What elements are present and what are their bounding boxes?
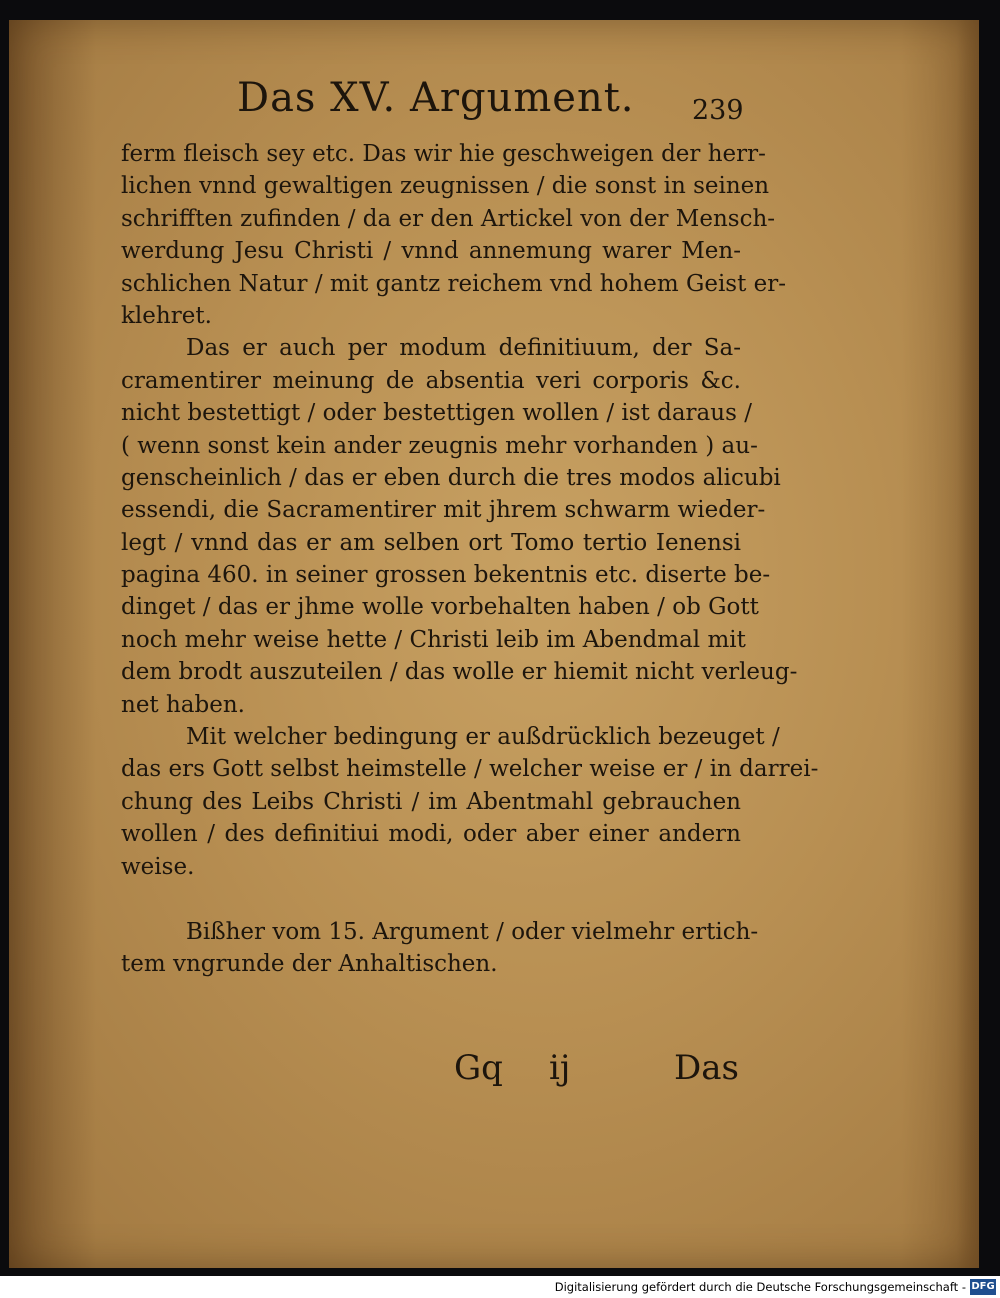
text-line: nicht bestettigt / oder bestettigen wollen / ist daraus / <box>121 400 752 427</box>
paragraph-gap <box>121 883 741 916</box>
book-page <box>9 20 979 1268</box>
text-line: legt / vnnd das er am selben ort Tomo tertio Ienensi <box>121 529 741 556</box>
paragraph-start-line: Das er auch per modum definitiuum, der Sa- <box>186 335 741 362</box>
text-line: wollen / des definitiui modi, oder aber einer andern <box>121 821 741 848</box>
closing-paragraph-line: Bißher vom 15. Argument / oder vielmehr ertich- <box>186 918 759 945</box>
text-line: cramentirer meinung de absentia veri corporis &c. <box>121 367 741 394</box>
text-line: werdung Jesu Christi / vnnd annemung warer Men- <box>121 238 741 265</box>
text-line: net haben. <box>121 691 245 718</box>
text-line: lichen vnnd gewaltigen zeugnissen / die sonst in seinen <box>121 173 770 200</box>
text-line: tem vngrunde der Anhaltischen. <box>121 951 498 978</box>
text-line: klehret. <box>121 302 212 329</box>
text-line: noch mehr weise hette / Christi leib im Abendmal mit <box>121 626 746 653</box>
catchword-line <box>454 1048 739 1098</box>
signature-number: ij <box>549 1048 571 1088</box>
text-line: das ers Gott selbst heimstelle / welcher weise er / in darrei- <box>121 756 819 783</box>
text-line: pagina 460. in seiner grossen bekentnis etc. diserte be- <box>121 562 771 589</box>
text-line: weise. <box>121 853 195 880</box>
dfg-logo-icon: DFG <box>970 1279 996 1295</box>
page-number: 239 <box>692 95 744 126</box>
text-line: ferm fleisch sey etc. Das wir hie geschweigen der herr- <box>121 141 766 167</box>
text-line: chung des Leibs Christi / im Abentmahl gebrauchen <box>121 788 741 815</box>
text-line: genscheinlich / das er eben durch die tres modos alicubi <box>121 464 781 491</box>
running-head: Das XV. Argument. <box>237 75 635 121</box>
funding-credit: Digitalisierung gefördert durch die Deutsche Forschungsgemeinschaft - <box>554 1280 966 1294</box>
page-edge-shadow <box>957 20 979 1268</box>
footer-bar <box>0 1276 1000 1298</box>
body-text <box>121 138 819 981</box>
text-line: ( wenn sonst kein ander zeugnis mehr vorhanden ) au- <box>121 432 758 459</box>
text-line: essendi, die Sacramentirer mit jhrem schwarm wieder- <box>121 497 766 524</box>
catchword: Das <box>674 1048 739 1088</box>
paragraph-start-line: Mit welcher bedingung er außdrücklich bezeuget / <box>186 724 780 751</box>
text-line: dem brodt auszuteilen / das wolle er hiemit nicht verleug- <box>121 659 798 686</box>
text-line: schrifften zufinden / da er den Artickel von der Mensch- <box>121 205 776 232</box>
text-line: dinget / das er jhme wolle vorbehalten haben / ob Gott <box>121 594 759 621</box>
signature-mark: Gq <box>454 1048 503 1088</box>
text-line: schlichen Natur / mit gantz reichem vnd hohem Geist er- <box>121 270 787 297</box>
